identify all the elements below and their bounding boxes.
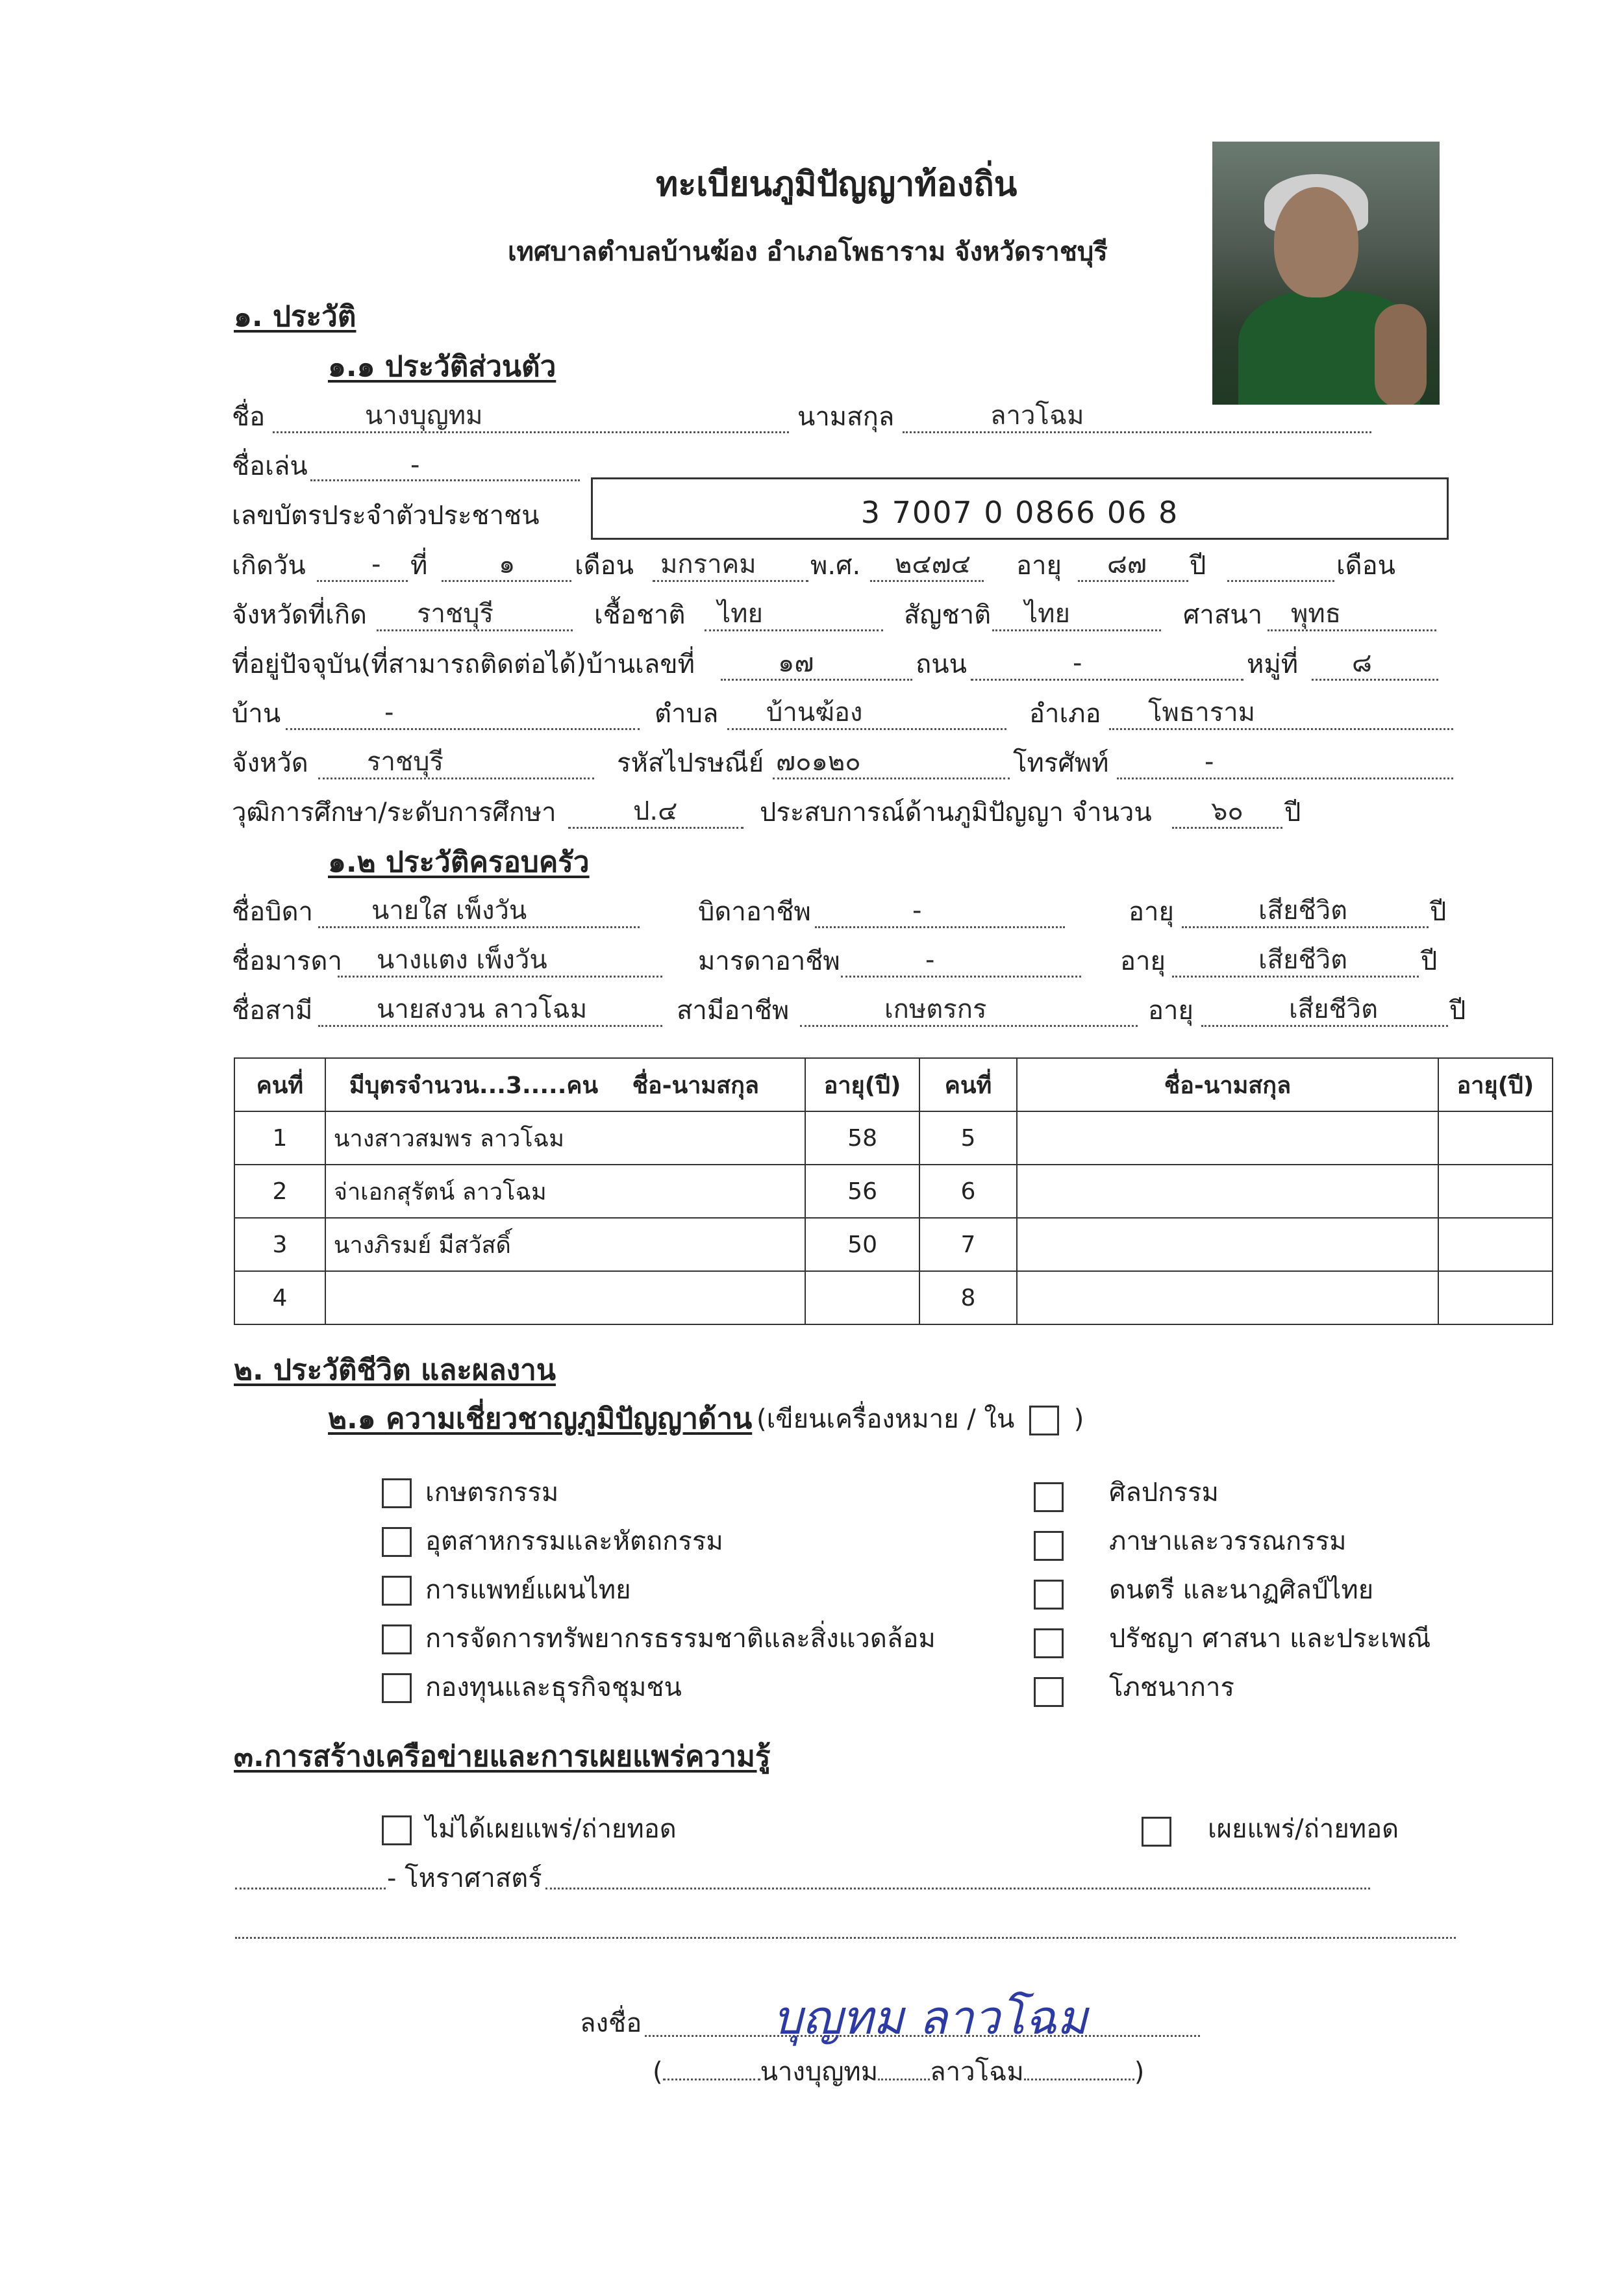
experience-unit: ปี [1284,798,1301,828]
label-philosophy-religion: ปรัชญา ศาสนา และประเพณี [1109,1624,1431,1654]
nickname-value: - [410,450,420,480]
section-1-2-heading: ๑.๒ ประวัติครอบครัว [328,846,590,879]
label-nutrition: โภชนาการ [1109,1673,1234,1702]
child-name-2 [1017,1271,1438,1324]
table-row [234,1271,1553,1324]
postal-label: รหัสไปรษณีย์ [617,748,764,778]
child-no: 4 [234,1271,325,1324]
road-label: ถนน [916,650,967,679]
form-subtitle: เทศบาลตำบลบ้านฆ้อง อำเภอโพธาราม จังหวัดราชบุรี [508,237,1108,267]
phone-label: โทรศัพท์ [1013,748,1109,778]
born-day-value: - [371,550,381,579]
note-open: (เขียนเครื่องหมาย / ใน [756,1404,1015,1434]
name-label: ชื่อ [232,402,266,432]
paren-close: ) [1134,2057,1145,2087]
address-label: ที่อยู่ปัจจุบัน(ที่สามารถติดต่อได้)บ้านเลขที่ [232,650,695,679]
person-photo [1212,142,1440,405]
year-value: ๒๔๗๔ [895,550,971,579]
mother-age-value: เสียชีวิต [1258,945,1348,975]
child-name-2 [1017,1165,1438,1218]
label-music-dance: ดนตรี และนาฏศิลป์ไทย [1109,1575,1374,1605]
section-1-1-heading: ๑.๑ ประวัติส่วนตัว [328,350,556,383]
child-age-2 [1438,1165,1553,1218]
label-thai-medicine: การแพทย์แผนไทย [425,1575,631,1605]
age-value: ๘๗ [1107,550,1147,579]
checkbox-philosophy-religion[interactable] [1034,1628,1064,1658]
father-age-unit: ปี [1430,897,1447,927]
section-1-heading: ๑. ประวัติ [234,300,356,333]
checkbox-community-fund[interactable] [382,1673,412,1703]
experience-label: ประสบการณ์ด้านภูมิปัญญา จำนวน [760,798,1152,828]
spouse-value: นายสงวน ลาวโฉม [377,994,588,1024]
col-age-2: อายุ(ปี) [1438,1058,1553,1111]
month-unit: เดือน [1336,551,1396,581]
child-name: นางภิรมย์ มีสวัสดิ์ [325,1218,805,1271]
province-label: จังหวัด [232,748,308,778]
village-value: - [384,698,394,727]
province-born-value: ราชบุรี [417,599,493,629]
signature-printed-name [653,2059,1144,2085]
road-value: - [1073,648,1082,678]
checkbox-music-dance[interactable] [1034,1580,1064,1610]
label-natural-resources: การจัดการทรัพยากรธรรมชาติและสิ่งแวดล้อม [425,1624,936,1654]
section-2-1-note [756,1406,1084,1435]
col-age: อายุ(ปี) [805,1058,919,1111]
age-unit: ปี [1190,551,1206,581]
phone-value: - [1205,747,1214,777]
table-row [234,1218,1553,1271]
checkbox-not-shared[interactable] [382,1815,412,1845]
child-age: 58 [805,1111,919,1165]
spouse-age-label: อายุ [1148,996,1193,1026]
child-no: 3 [234,1218,325,1271]
col-name: ชื่อ-นามสกุล [632,1072,759,1099]
name-value: นางบุญทม [365,401,483,431]
village-label: บ้าน [232,699,281,729]
spouse-age-value: เสียชีวิต [1289,994,1379,1024]
postal-value: ๗๐๑๒๐ [776,747,861,777]
date-label: ที่ [410,551,428,581]
child-name: จ่าเอกสุรัตน์ ลาวโฉม [325,1165,805,1218]
address-value: ๑๗ [778,648,814,678]
signature-last-name: ลาวโฉม [930,2057,1024,2087]
education-label: วุฒิการศึกษา/ระดับการศึกษา [232,798,556,828]
year-label: พ.ศ. [810,551,861,581]
child-name-2 [1017,1218,1438,1271]
spouse-label: ชื่อสามี [232,996,313,1026]
note-close: ) [1073,1404,1084,1434]
child-no-2: 8 [919,1271,1017,1324]
father-value: นายใส เพ็งวัน [371,896,527,926]
children-table-header [234,1058,1553,1111]
nationality-label: สัญชาติ [904,600,992,630]
child-no: 2 [234,1165,325,1218]
nationality-value: ไทย [1025,599,1070,629]
child-no: 1 [234,1111,325,1165]
mother-age-label: อายุ [1120,946,1166,976]
surname-value: ลาวโฉม [990,401,1084,431]
nickname-label: ชื่อเล่น [232,451,308,481]
child-name-2 [1017,1111,1438,1165]
network-note: - โหราศาสตร์ [387,1864,542,1893]
handwritten-signature: บุญทม ลาวโฉม [773,1990,1088,2045]
race-value: ไทย [718,599,763,629]
checkbox-fine-arts[interactable] [1034,1482,1064,1512]
child-age-2 [1438,1111,1553,1165]
tambon-value: บ้านฆ้อง [766,698,863,727]
example-checkbox [1029,1406,1059,1435]
children-count: มีบุตรจำนวน...3.....คน [349,1072,599,1099]
child-name: นางสาวสมพร ลาวโฉม [325,1111,805,1165]
spouse-age-unit: ปี [1449,996,1466,1026]
label-fine-arts: ศิลปกรรม [1109,1478,1219,1508]
checkbox-industry-handicraft[interactable] [382,1527,412,1557]
religion-value: พุทธ [1291,599,1342,629]
father-label: ชื่อบิดา [232,897,313,927]
spouse-job-label: สามีอาชีพ [677,996,790,1026]
child-age-2 [1438,1218,1553,1271]
table-row [234,1111,1553,1165]
moo-value: ๘ [1352,648,1372,678]
province-born-label: จังหวัดที่เกิด [232,600,368,630]
mother-job-value: - [925,945,935,975]
child-no-2: 7 [919,1218,1017,1271]
mother-age-unit: ปี [1421,946,1438,976]
checkbox-language-literature[interactable] [1034,1531,1064,1561]
label-language-literature: ภาษาและวรรณกรรม [1109,1526,1347,1556]
section-2-heading: ๒. ประวัติชีวิต และผลงาน [234,1354,556,1387]
age-label: อายุ [1016,551,1062,581]
col-no: คนที่ [234,1058,325,1111]
col-no-2: คนที่ [919,1058,1017,1111]
checkbox-shared[interactable] [1142,1817,1171,1847]
col-count-name [325,1058,805,1111]
child-age: 50 [805,1218,919,1271]
table-row [234,1165,1553,1218]
father-age-label: อายุ [1129,897,1174,927]
id-label: เลขบัตรประจำตัวประชาชน [232,501,540,531]
amphoe-label: อำเภอ [1029,699,1101,729]
child-no-2: 6 [919,1165,1017,1218]
month-value: มกราคม [660,550,756,579]
checkbox-thai-medicine[interactable] [382,1576,412,1606]
spouse-job-value: เกษตรกร [884,994,987,1024]
label-shared: เผยแพร่/ถ่ายทอด [1208,1814,1399,1844]
checkbox-natural-resources[interactable] [382,1624,412,1654]
checkbox-agriculture[interactable] [382,1478,412,1508]
label-industry-handicraft: อุตสาหกรรมและหัตถกรรม [425,1526,723,1556]
label-not-shared: ไม่ได้เผยแพร่/ถ่ายทอด [425,1814,677,1844]
child-age [805,1271,919,1324]
form-title: ทะเบียนภูมิปัญญาท้องถิ่น [656,165,1018,204]
father-job-value: - [912,896,922,926]
mother-job-label: มารดาอาชีพ [698,946,840,976]
father-age-value: เสียชีวิต [1258,896,1348,926]
experience-value: ๖๐ [1211,796,1243,826]
religion-label: ศาสนา [1183,600,1263,630]
province-value: ราชบุรี [367,747,443,777]
section-2-1-heading: ๒.๑ ความเชี่ยวชาญภูมิปัญญาด้าน [328,1402,753,1435]
label-community-fund: กองทุนและธุรกิจชุมชน [425,1673,682,1702]
race-label: เชื้อชาติ [594,600,686,630]
mother-value: นางแตง เพ็งวัน [377,945,547,975]
moo-label: หมู่ที่ [1247,650,1299,679]
id-number-box [591,477,1449,540]
child-name [325,1271,805,1324]
child-age-2 [1438,1271,1553,1324]
checkbox-nutrition[interactable] [1034,1677,1064,1707]
father-job-label: บิดาอาชีพ [698,897,811,927]
col-name-2: ชื่อ-นามสกุล [1017,1058,1438,1111]
signature-label: ลงชื่อ [580,2008,642,2038]
tambon-label: ตำบล [655,699,719,729]
signature-first-name: นางบุญทม [760,2057,879,2087]
section-3-heading: ๓.การสร้างเครือข่ายและการเผยแพร่ความรู้ [234,1740,771,1773]
child-age: 56 [805,1165,919,1218]
label-agriculture: เกษตรกรรม [425,1478,559,1508]
children-table [234,1057,1553,1325]
born-label: เกิดวัน [232,551,306,581]
date-value: ๑ [499,550,516,579]
education-value: ป.๔ [633,796,678,826]
id-number-value: 3 7007 0 0866 06 8 [860,495,1179,530]
mother-label: ชื่อมารดา [232,946,342,976]
child-no-2: 5 [919,1111,1017,1165]
paren-open: ( [653,2057,663,2087]
surname-label: นามสกุล [797,402,895,432]
month-label: เดือน [575,551,634,581]
amphoe-value: โพธาราม [1148,698,1256,727]
